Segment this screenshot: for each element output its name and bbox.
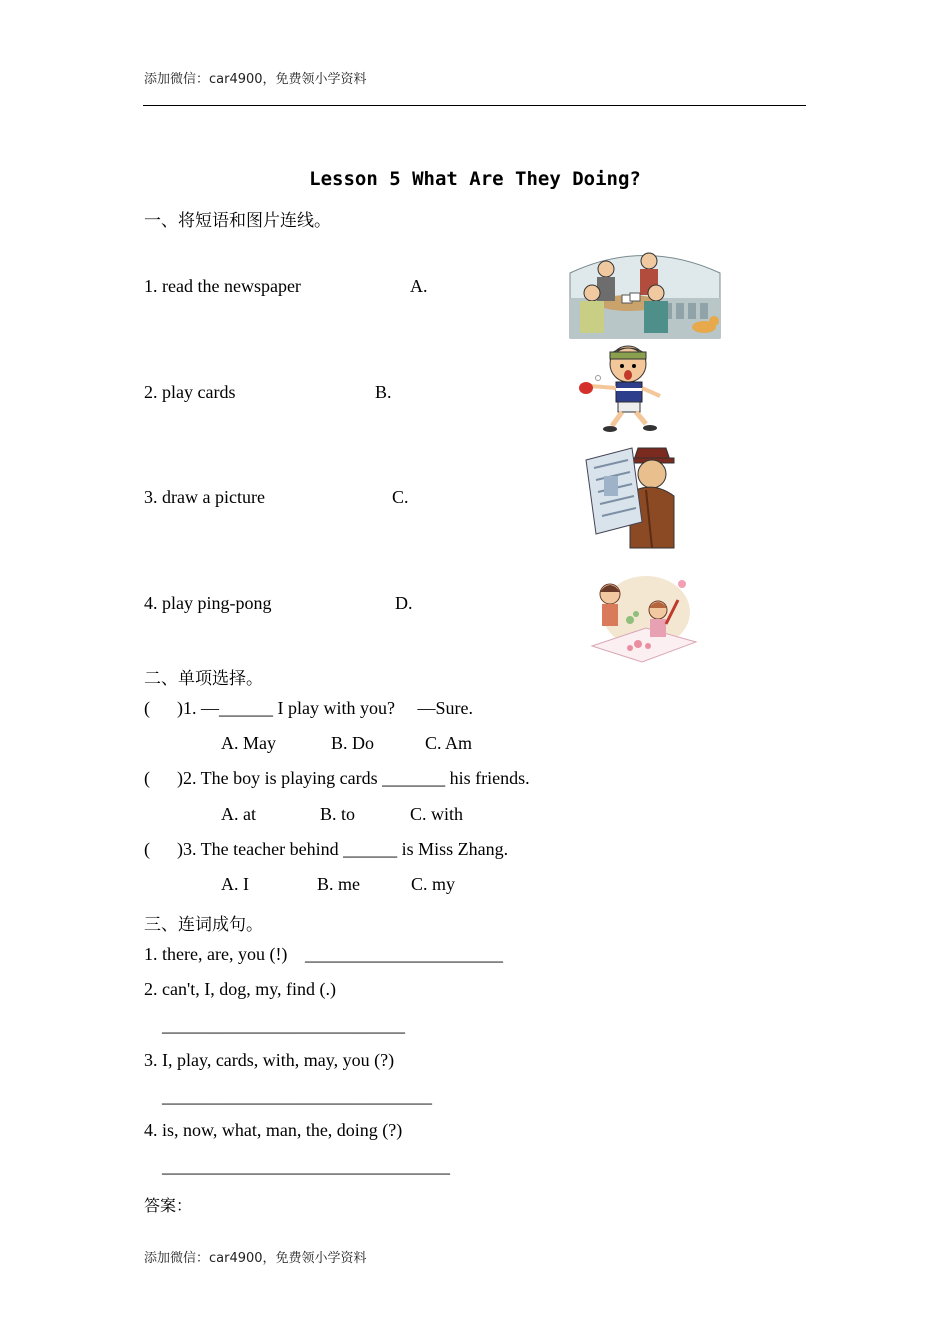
mc-q1-option-a: A. May — [221, 733, 276, 753]
reorder-item-4: 4. is, now, what, man, the, doing (?) — [144, 1120, 403, 1140]
reorder-blank-4[interactable]: ________________________________ — [162, 1156, 450, 1176]
mc-q3-option-b: B. me — [317, 874, 360, 894]
mc-question-2: ( )2. The boy is playing cards _______ his friends. — [144, 768, 530, 788]
mc-q1-option-c: C. Am — [425, 733, 473, 753]
mc-q1-option-b: B. Do — [331, 733, 375, 753]
mc-q3-option-c: C. my — [411, 874, 456, 894]
section3-heading: 三、连词成句。 — [144, 915, 263, 935]
match-letter-b: B. — [375, 382, 392, 402]
reorder-item-2: 2. can't, I, dog, my, find (.) — [144, 979, 337, 999]
mc-q3-option-a: A. I — [221, 874, 249, 894]
mc-q2-option-b: B. to — [320, 804, 356, 824]
match-phrase-2: 2. play cards — [144, 382, 236, 402]
section1-heading: 一、将短语和图片连线。 — [144, 211, 331, 231]
mc-question-1: ( )1. —______ I play with you? —Sure. — [144, 698, 473, 718]
header-divider — [143, 105, 806, 106]
reorder-blank-1[interactable]: ______________________ — [305, 944, 503, 964]
answer-label: 答案： — [144, 1196, 193, 1215]
reorder-item-1: 1. there, are, you (!) — [144, 944, 288, 964]
ping-pong-boy-picture — [576, 340, 676, 435]
footer-watermark: 添加微信：car4900，免费领小学资料 — [144, 1251, 367, 1266]
reorder-blank-3[interactable]: ______________________________ — [162, 1086, 432, 1106]
match-phrase-1: 1. read the newspaper — [144, 276, 301, 296]
match-letter-d: D. — [395, 593, 413, 613]
mc-q2-option-a: A. at — [221, 804, 256, 824]
header-watermark: 添加微信：car4900，免费领小学资料 — [144, 72, 367, 87]
playing-cards-picture — [564, 243, 724, 341]
match-phrase-4: 4. play ping-pong — [144, 593, 272, 613]
match-phrase-3: 3. draw a picture — [144, 487, 265, 507]
match-letter-a: A. — [410, 276, 428, 296]
reorder-item-3: 3. I, play, cards, with, may, you (?) — [144, 1050, 395, 1070]
reorder-blank-2[interactable]: ___________________________ — [162, 1015, 405, 1035]
newspaper-man-picture — [580, 438, 680, 550]
mc-question-3: ( )3. The teacher behind ______ is Miss Zhang. — [144, 839, 509, 859]
mc-q2-option-c: C. with — [410, 804, 464, 824]
page-title: Lesson 5 What Are They Doing? — [309, 168, 641, 190]
section2-heading: 二、单项选择。 — [144, 669, 263, 689]
drawing-kids-picture — [586, 570, 700, 666]
match-letter-c: C. — [392, 487, 409, 507]
